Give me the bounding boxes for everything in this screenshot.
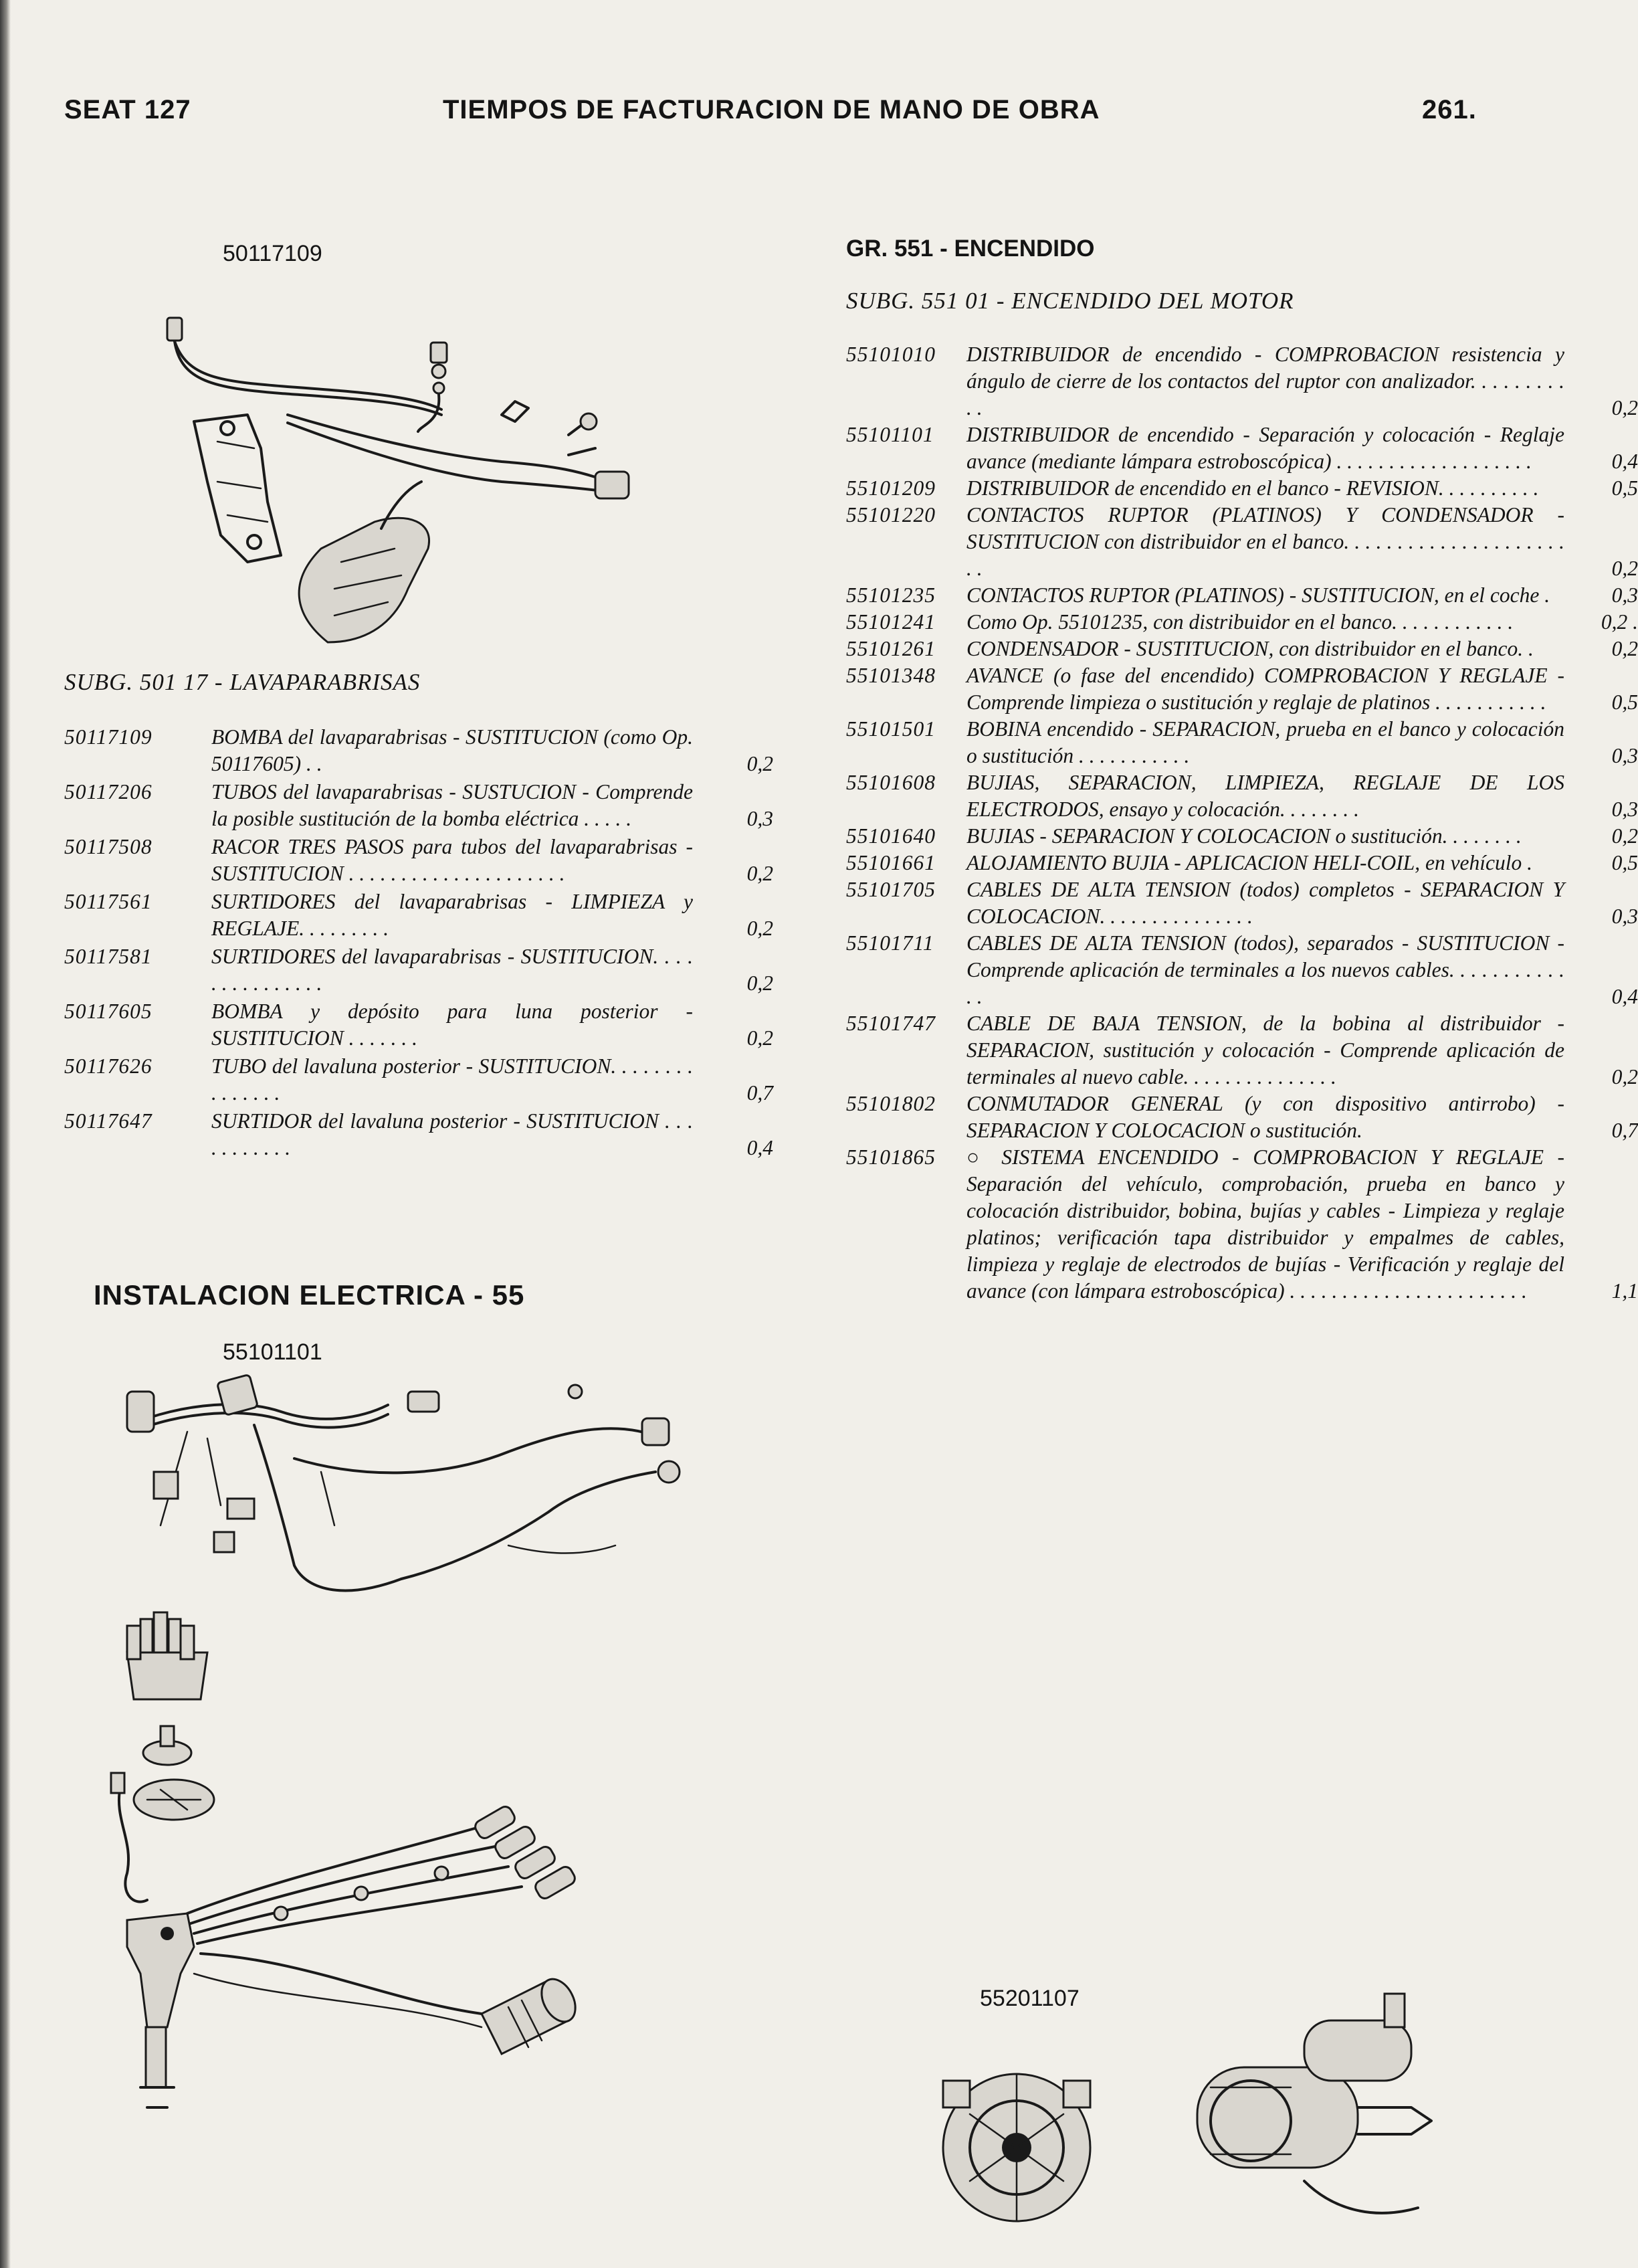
list-item — [846, 609, 1638, 636]
binding-shadow — [0, 0, 11, 2268]
operation-time: 0,4 — [1611, 450, 1638, 473]
washer-operations-list — [64, 724, 773, 1163]
operation-description: TUBOS del lavaparabrisas - SUSTUCION - Comprende la posible sustitución de la bomba eléctrica . . . . . — [211, 780, 693, 830]
operation-code: 55101711 — [846, 931, 934, 955]
operation-code: 55101241 — [846, 610, 936, 634]
list-item — [846, 850, 1638, 876]
list-item — [64, 1053, 773, 1107]
ignition-system-illustration — [107, 1599, 682, 2121]
operation-time: 0,2 — [1611, 824, 1638, 848]
operation-description: BUJIAS, SEPARACION, LIMPIEZA, REGLAJE DE LOS ELECTRODOS, ensayo y colocación. . . . . . . . — [966, 771, 1564, 821]
operation-code: 55101235 — [846, 583, 936, 607]
operation-time: 0,5 — [1611, 851, 1638, 874]
list-item — [64, 724, 773, 777]
operation-time: 0,2 — [1611, 557, 1638, 580]
operation-code: 55101802 — [846, 1092, 936, 1115]
list-item — [846, 475, 1638, 502]
header-model: SEAT 127 — [64, 95, 191, 124]
list-item — [846, 502, 1638, 582]
header-title: TIEMPOS DE FACTURACION DE MANO DE OBRA — [443, 95, 1100, 124]
operation-time: 0,4 — [746, 1136, 773, 1159]
operation-code: 50117626 — [64, 1054, 152, 1078]
operation-time: 0,7 — [746, 1081, 773, 1105]
alternator-starter-illustration — [903, 1967, 1465, 2248]
operation-time: 0,2 — [1611, 637, 1638, 660]
list-item — [64, 998, 773, 1052]
operation-time: 0,2 — [746, 1026, 773, 1050]
operation-time: 0,5 — [1611, 476, 1638, 500]
operation-code: 50117647 — [64, 1109, 152, 1133]
operation-description: AVANCE (o fase del encendido) COMPROBACION Y REGLAJE - Comprende limpieza o sustitución y reglaje de platinos . . . . . . . . . . . — [966, 664, 1564, 714]
operation-description: CONTACTOS RUPTOR (PLATINOS) - SUSTITUCION, en el coche . — [966, 583, 1550, 607]
list-item — [846, 582, 1638, 609]
operation-time: 1,1 — [1611, 1279, 1638, 1303]
wiring-harness-illustration — [107, 1378, 709, 1606]
operation-description: SURTIDOR del lavaluna posterior - SUSTITUCION . . . . . . . . . . . — [211, 1109, 693, 1159]
figure-ref-starter: 55201107 — [980, 1986, 1080, 2011]
operation-time: 0,3 — [1611, 744, 1638, 767]
operation-code: 50117206 — [64, 780, 152, 804]
operation-time: 0,2 — [1611, 396, 1638, 419]
ignition-operations-list — [846, 341, 1638, 1305]
operation-time: 0,2 — [746, 862, 773, 885]
operation-time: 0,2 — [746, 917, 773, 940]
figure-ref-ignition: 55101101 — [223, 1339, 322, 1365]
list-item — [64, 1108, 773, 1161]
operation-code: 55101209 — [846, 476, 936, 500]
operation-time: 0,3 — [1611, 905, 1638, 928]
list-item — [846, 716, 1638, 769]
operation-time: 0,2 — [746, 971, 773, 995]
operation-code: 55101348 — [846, 664, 936, 687]
operation-time: 0,3 — [746, 807, 773, 830]
operation-code: 55101608 — [846, 771, 936, 794]
list-item — [846, 769, 1638, 823]
list-item — [64, 779, 773, 832]
operation-code: 55101220 — [846, 503, 936, 527]
list-item — [846, 1144, 1638, 1305]
page-number: 261. — [1422, 95, 1477, 124]
operation-description: ALOJAMIENTO BUJIA - APLICACION HELI-COIL, en vehículo . — [966, 851, 1533, 874]
operation-description: RACOR TRES PASOS para tubos del lavaparabrisas - SUSTITUCION . . . . . . . . . . . . . . . . . . . . . — [211, 835, 693, 885]
operation-description: DISTRIBUIDOR de encendido - Separación y colocación - Reglaje avance (mediante lámpara estroboscópica) . . . . . . . . . . . . . . . . . . . — [966, 423, 1564, 473]
operation-code: 55101747 — [846, 1012, 936, 1035]
operation-description: BOMBA del lavaparabrisas - SUSTITUCION (como Op. 50117605) . . — [211, 725, 693, 775]
operation-description: BOBINA encendido - SEPARACION, prueba en el banco y colocación o sustitución . . . . . . . . . . . — [966, 717, 1564, 767]
list-item — [846, 421, 1638, 475]
operation-description: DISTRIBUIDOR de encendido en el banco - REVISION. . . . . . . . . . — [966, 476, 1539, 500]
operation-code: 50117109 — [64, 725, 152, 749]
operation-code: 55101261 — [846, 637, 936, 660]
washer-system-illustration — [154, 281, 676, 656]
operation-time: 0,5 — [1611, 690, 1638, 714]
operation-description: CABLES DE ALTA TENSION (todos) completos - SEPARACION Y COLOCACION. . . . . . . . . . . . . . . — [966, 878, 1564, 928]
list-item — [64, 888, 773, 942]
operation-time: 0,7 — [1611, 1119, 1638, 1142]
operation-code: 55101101 — [846, 423, 934, 446]
operation-description: Como Op. 55101235, con distribuidor en el banco. . . . . . . . . . . . — [966, 610, 1514, 634]
operation-code: 50117508 — [64, 835, 152, 858]
operation-code: 55101501 — [846, 717, 936, 741]
operation-description: CONTACTOS RUPTOR (PLATINOS) Y CONDENSADOR - SUSTITUCION con distribuidor en el banco. . . . . . . . . . . . . . . . . . . . . . . — [966, 503, 1564, 580]
list-item — [846, 930, 1638, 1010]
operation-code: 55101705 — [846, 878, 936, 901]
list-item — [846, 662, 1638, 716]
operation-code: 55101661 — [846, 851, 936, 874]
operation-time: 0,3 — [1611, 797, 1638, 821]
list-item — [64, 834, 773, 887]
operation-time: 0,2 . — [1601, 610, 1638, 634]
operation-description: SURTIDORES del lavaparabrisas - SUSTITUCION. . . . . . . . . . . . . . . — [211, 945, 693, 995]
operation-code: 55101865 — [846, 1145, 936, 1169]
subgroup-washer: SUBG. 501 17 - LAVAPARABRISAS — [64, 669, 421, 695]
operation-code: 50117581 — [64, 945, 152, 968]
section-title: INSTALACION ELECTRICA - 55 — [94, 1279, 525, 1311]
operation-code: 55101010 — [846, 343, 936, 366]
operation-description: BUJIAS - SEPARACION Y COLOCACION o sustitución. . . . . . . . — [966, 824, 1522, 848]
operation-description: DISTRIBUIDOR de encendido - COMPROBACION resistencia y ángulo de cierre de los contactos del ruptor con analizador. . . . . . . . . . . — [966, 343, 1564, 419]
operation-description: TUBO del lavaluna posterior - SUSTITUCION. . . . . . . . . . . . . . . — [211, 1054, 693, 1105]
operation-description: CONMUTADOR GENERAL (y con dispositivo antirrobo) - SEPARACION Y COLOCACION o sustitución. — [966, 1092, 1564, 1142]
figure-ref-washer: 50117109 — [223, 241, 322, 266]
operation-description: CONDENSADOR - SUSTITUCION, con distribuidor en el banco. . — [966, 637, 1534, 660]
operation-time: 0,3 — [1611, 583, 1638, 607]
operation-description: BOMBA y depósito para luna posterior - SUSTITUCION . . . . . . . — [211, 1000, 693, 1050]
operation-description: SURTIDORES del lavaparabrisas - LIMPIEZA y REGLAJE. . . . . . . . . — [211, 890, 693, 940]
operation-description: CABLE DE BAJA TENSION, de la bobina al distribuidor - SEPARACION, sustitución y colocación - Comprende aplicación de terminales al nuevo cable. . . . . . . . . . . . . . . — [966, 1012, 1564, 1089]
operation-description: ○ SISTEMA ENCENDIDO - COMPROBACION Y REGLAJE - Separación del vehículo, comprobación, prueba en banco y colocación distribuidor, bobina, bujías y cables - Limpieza y reglaje platinos; verificación tapa distribuidor y empalmes de cables, limpieza y reglaje de electrodos de bujías - Verificación y reglaje del avance (con lámpara estroboscópica) . . . . . . . . . . . . . . . . . . . . . . . — [966, 1145, 1564, 1303]
operation-time: 0,2 — [1611, 1065, 1638, 1089]
list-item — [846, 1091, 1638, 1144]
operation-code: 50117605 — [64, 1000, 152, 1023]
operation-code: 50117561 — [64, 890, 152, 913]
group-title: GR. 551 - ENCENDIDO — [846, 235, 1095, 262]
list-item — [846, 823, 1638, 850]
operation-time: 0,2 — [746, 752, 773, 775]
operation-code: 55101640 — [846, 824, 936, 848]
operation-description: CABLES DE ALTA TENSION (todos), separados - SUSTITUCION - Comprende aplicación de terminales a los nuevos cables. . . . . . . . . . . . . — [966, 931, 1564, 1008]
list-item — [846, 876, 1638, 930]
list-item — [64, 943, 773, 997]
list-item — [846, 636, 1638, 662]
subgroup-ignition: SUBG. 551 01 - ENCENDIDO DEL MOTOR — [846, 288, 1294, 314]
list-item — [846, 1010, 1638, 1091]
operation-time: 0,4 — [1611, 985, 1638, 1008]
list-item — [846, 341, 1638, 421]
